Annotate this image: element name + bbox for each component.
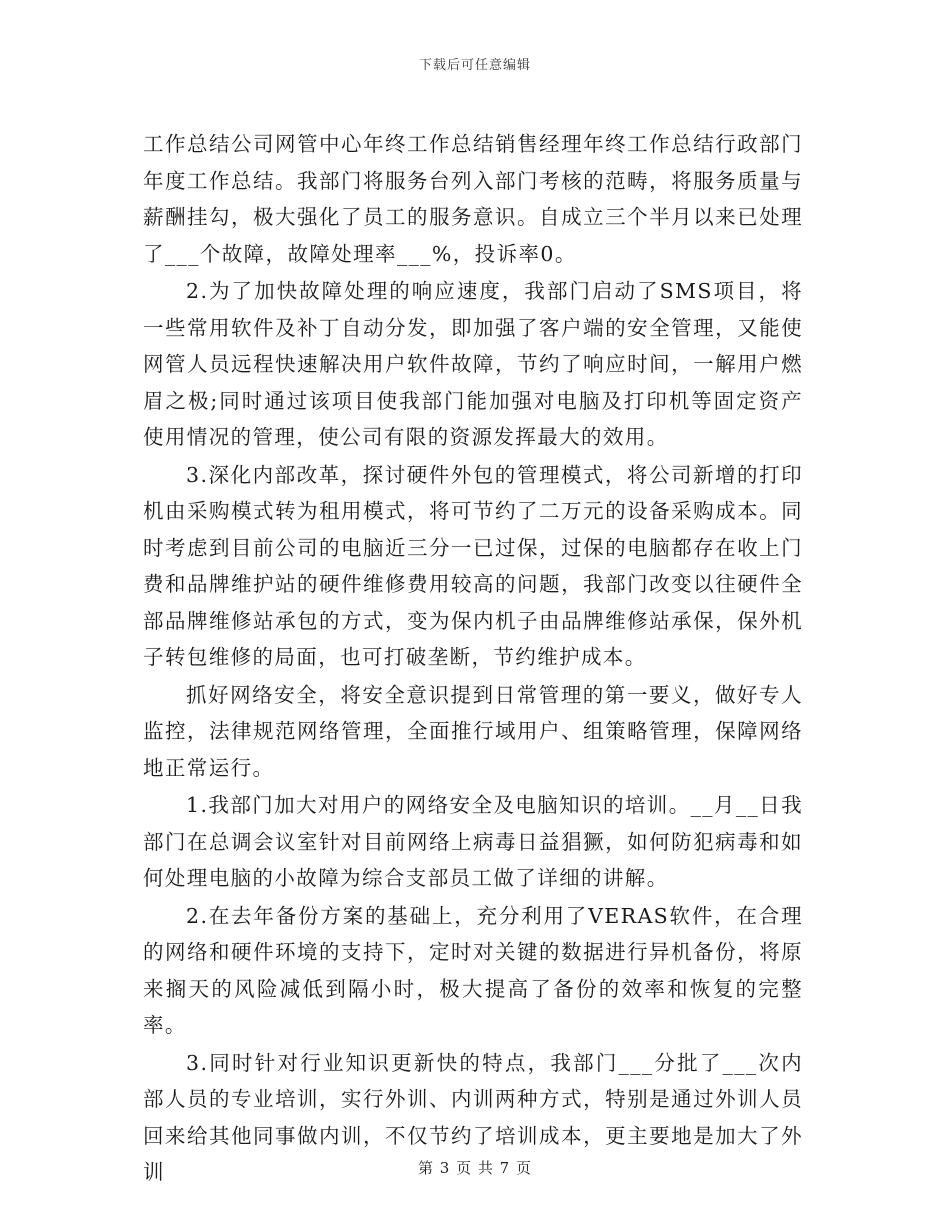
page-header: 下载后可任意编辑 bbox=[418, 58, 531, 73]
paragraph-7: 3.同时针对行业知识更新快的特点，我部门___分批了___次内部人员的专业培训，实行外训、内训两种方式，特别是通过外训人员回来给其他同事做内训，不仅节约了培训成本，更主要地是加大了外训 bbox=[143, 1050, 803, 1184]
paragraph-4: 抓好网络安全，将安全意识提到日常管理的第一要义，做好专人监控，法律规范网络管理，全面推行域用户、组策略管理，保障网络地正常运行。 bbox=[143, 682, 803, 780]
paragraph-1: 工作总结公司网管中心年终工作总结销售经理年终工作总结行政部门年度工作总结。我部门将服务台列入部门考核的范畴，将服务质量与薪酬挂勾，极大强化了员工的服务意识。自成立三个半月以来已处理了___个故障，故障处理率___%，投诉率0。 bbox=[143, 132, 803, 266]
paragraph-3: 3.深化内部改革，探讨硬件外包的管理模式，将公司新增的打印机由采购模式转为租用模式，将可节约了二万元的设备采购成本。同时考虑到目前公司的电脑近三分一已过保，过保的电脑都存在收上门费和品牌维护站的硬件维修费用较高的问题，我部门改变以往硬件全部品牌维修站承包的方式，变为保内机子由品牌维修站承保，保外机子转包维修的局面，也可打破垄断，节约维护成本。 bbox=[143, 462, 803, 669]
paragraph-6: 2.在去年备份方案的基础上，充分利用了VERAS软件，在合理的网络和硬件环境的支持下，定时对关键的数据进行异机备份，将原来搁天的风险减低到隔小时，极大提高了备份的效率和恢复的完整率。 bbox=[143, 903, 803, 1037]
document-body bbox=[143, 126, 803, 1192]
page-footer: 第 3 页 共 7 页 bbox=[418, 1159, 532, 1177]
paragraph-5: 1.我部门加大对用户的网络安全及电脑知识的培训。__月__日我部门在总调会议室针对目前网络上病毒日益猖獗，如何防犯病毒和如何处理电脑的小故障为综合支部员工做了详细的讲解。 bbox=[143, 793, 803, 890]
paragraph-2: 2.为了加快故障处理的响应速度，我部门启动了SMS项目，将一些常用软件及补丁自动分发，即加强了客户端的安全管理，又能使网管人员远程快速解决用户软件故障，节约了响应时间，一解用户燃眉之极;同时通过该项目使我部门能加强对电脑及打印机等固定资产使用情况的管理，使公司有限的资源发挥最大的效用。 bbox=[143, 279, 803, 449]
